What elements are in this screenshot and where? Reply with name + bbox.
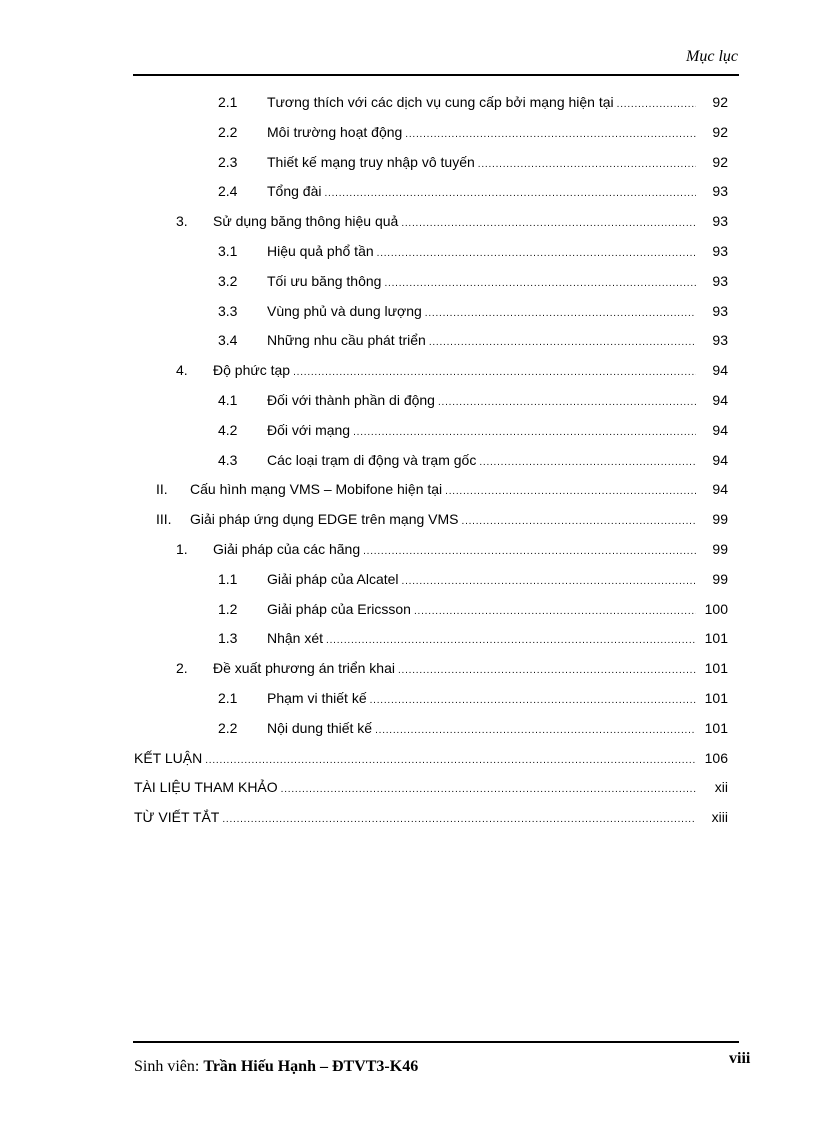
dot-leader [425, 303, 696, 319]
dot-leader [222, 809, 696, 825]
toc-page-number: 93 [712, 183, 728, 200]
dot-leader [205, 750, 696, 766]
toc-page-number: 93 [712, 272, 728, 289]
toc-number: III. [156, 511, 172, 528]
dot-leader [401, 213, 696, 229]
toc-page-number: 92 [712, 153, 728, 170]
dot-leader [324, 183, 696, 199]
toc-row[interactable] [0, 509, 816, 533]
toc-number: 2.2 [218, 123, 238, 140]
toc-title: KẾT LUẬN [134, 749, 203, 766]
toc-row[interactable] [0, 92, 816, 116]
toc-page-number: 94 [712, 362, 728, 379]
toc-number: II. [156, 481, 168, 498]
toc-page-number: 106 [704, 749, 728, 766]
dot-leader [377, 243, 696, 259]
toc-number: 1.2 [218, 600, 238, 617]
toc-row[interactable] [0, 360, 816, 384]
toc-row[interactable] [0, 807, 816, 831]
toc-row[interactable] [0, 569, 816, 593]
toc-number: 2.2 [218, 719, 238, 736]
toc-page-number: 101 [704, 719, 728, 736]
toc-title: TỪ VIẾT TẮT [134, 809, 220, 826]
dot-leader [363, 541, 696, 557]
toc-row[interactable] [0, 688, 816, 712]
toc-number: 2. [176, 660, 188, 677]
toc-row[interactable] [0, 658, 816, 682]
toc-page-number: 99 [712, 570, 728, 587]
dot-leader [405, 124, 696, 140]
dot-leader [384, 273, 696, 289]
toc-number: 2.1 [218, 690, 238, 706]
toc-page-number: 100 [704, 600, 728, 617]
dot-leader [617, 94, 696, 110]
toc-number: 4.2 [218, 421, 238, 438]
toc-title: Giải pháp của các hãng [213, 541, 361, 557]
toc-number: 3.4 [218, 332, 238, 349]
toc-page-number: 94 [712, 392, 728, 408]
toc-page-number: 93 [712, 302, 728, 319]
toc-page-number: 99 [712, 511, 728, 528]
toc-title: Nội dung thiết kế [267, 719, 373, 736]
toc-title: Các loại trạm di động và trạm gốc [267, 451, 477, 468]
dot-leader [293, 362, 696, 378]
toc-page-number: xii [714, 779, 728, 796]
toc-title: Tổng đài [267, 183, 322, 200]
toc-title: TÀI LIỆU THAM KHẢO [134, 779, 278, 796]
toc-row[interactable] [0, 479, 816, 503]
toc-title: Giải pháp ứng dụng EDGE trên mạng VMS [190, 511, 459, 528]
toc-title: Hiệu quả phổ tần [267, 243, 374, 259]
toc-row[interactable] [0, 748, 816, 772]
toc-page-number: 93 [712, 332, 728, 349]
toc-row[interactable] [0, 122, 816, 146]
toc-title: Đề xuất phương án triển khai [213, 660, 395, 677]
toc-title: Tối ưu băng thông [267, 272, 382, 289]
toc-title: Độ phức tạp [213, 362, 291, 379]
toc-number: 3.3 [218, 302, 238, 319]
dot-leader [478, 154, 696, 170]
dot-leader [326, 630, 696, 646]
toc-page-number: 92 [712, 123, 728, 140]
toc-row[interactable] [0, 777, 816, 801]
toc-row[interactable] [0, 241, 816, 265]
toc-row[interactable] [0, 181, 816, 205]
toc-row[interactable] [0, 628, 816, 652]
header-title: Mục lục [686, 48, 738, 65]
toc-number: 2.1 [218, 94, 238, 110]
toc-title: Giải pháp của Ericsson [267, 600, 411, 617]
toc-page-number: 99 [712, 541, 728, 557]
toc-number: 1.1 [218, 570, 238, 587]
toc-number: 3. [176, 213, 188, 230]
dot-leader [462, 511, 696, 527]
toc-title: Đối với mạng [267, 421, 351, 438]
toc-title: Những nhu cầu phát triển [267, 332, 426, 349]
toc-title: Môi trường hoạt động [267, 123, 403, 140]
toc-row[interactable] [0, 152, 816, 176]
footer-student-name: Trần Hiếu Hạnh – ĐTVT3-K46 [203, 1058, 419, 1075]
toc-page-number: 93 [712, 243, 728, 259]
dot-leader [281, 779, 696, 795]
dot-leader [353, 422, 696, 438]
dot-leader [370, 690, 696, 706]
toc-title: Nhận xét [267, 630, 324, 647]
toc-page-number: 94 [712, 421, 728, 438]
toc-title: Vùng phủ và dung lượng [267, 302, 422, 319]
toc-title: Phạm vi thiết kế [267, 690, 367, 706]
dot-leader [438, 392, 696, 408]
footer-rule [133, 1041, 739, 1043]
toc-number: 4. [176, 362, 188, 379]
toc-page-number: 101 [704, 630, 728, 647]
toc-row[interactable] [0, 539, 816, 563]
toc-row[interactable] [0, 420, 816, 444]
footer-student [134, 1058, 418, 1076]
toc-number: 2.4 [218, 183, 238, 200]
dot-leader [402, 571, 696, 587]
footer-page-number: viii [729, 1050, 751, 1067]
dot-leader [479, 452, 696, 468]
toc-title: Tương thích với các dịch vụ cung cấp bởi mạng hiện tại [267, 94, 614, 110]
toc-page-number: 94 [712, 481, 728, 498]
footer-label: Sinh viên: [134, 1058, 200, 1075]
toc-row[interactable] [0, 450, 816, 474]
toc-title: Cấu hình mạng VMS – Mobifone hiện tại [190, 481, 443, 498]
header-rule [133, 74, 739, 76]
toc-number: 1.3 [218, 630, 238, 647]
toc-page-number: 94 [712, 451, 728, 468]
toc-row[interactable] [0, 301, 816, 325]
toc-number: 4.3 [218, 451, 238, 468]
toc-row[interactable] [0, 271, 816, 295]
toc-row[interactable] [0, 599, 816, 623]
dot-leader [414, 601, 696, 617]
toc-row[interactable] [0, 718, 816, 742]
toc-number: 1. [176, 541, 188, 557]
toc-row[interactable] [0, 211, 816, 235]
toc-row[interactable] [0, 390, 816, 414]
toc-number: 2.3 [218, 153, 238, 170]
toc-number: 4.1 [218, 392, 238, 408]
toc-number: 3.2 [218, 272, 238, 289]
toc-title: Sử dụng băng thông hiệu quả [213, 213, 399, 230]
toc-page-number: 92 [712, 94, 728, 110]
dot-leader [375, 720, 696, 736]
toc-title: Đối với thành phần di động [267, 392, 435, 408]
toc-number: 3.1 [218, 243, 238, 259]
toc-row[interactable] [0, 330, 816, 354]
toc-title: Thiết kế mạng truy nhập vô tuyến [267, 153, 475, 170]
toc-title: Giải pháp của Alcatel [267, 570, 399, 587]
dot-leader [398, 660, 696, 676]
toc-page-number: 101 [704, 690, 728, 706]
toc-page-number: 101 [704, 660, 728, 677]
toc-page-number: xiii [711, 809, 728, 826]
dot-leader [445, 481, 696, 497]
dot-leader [429, 332, 696, 348]
toc-page-number: 93 [712, 213, 728, 230]
